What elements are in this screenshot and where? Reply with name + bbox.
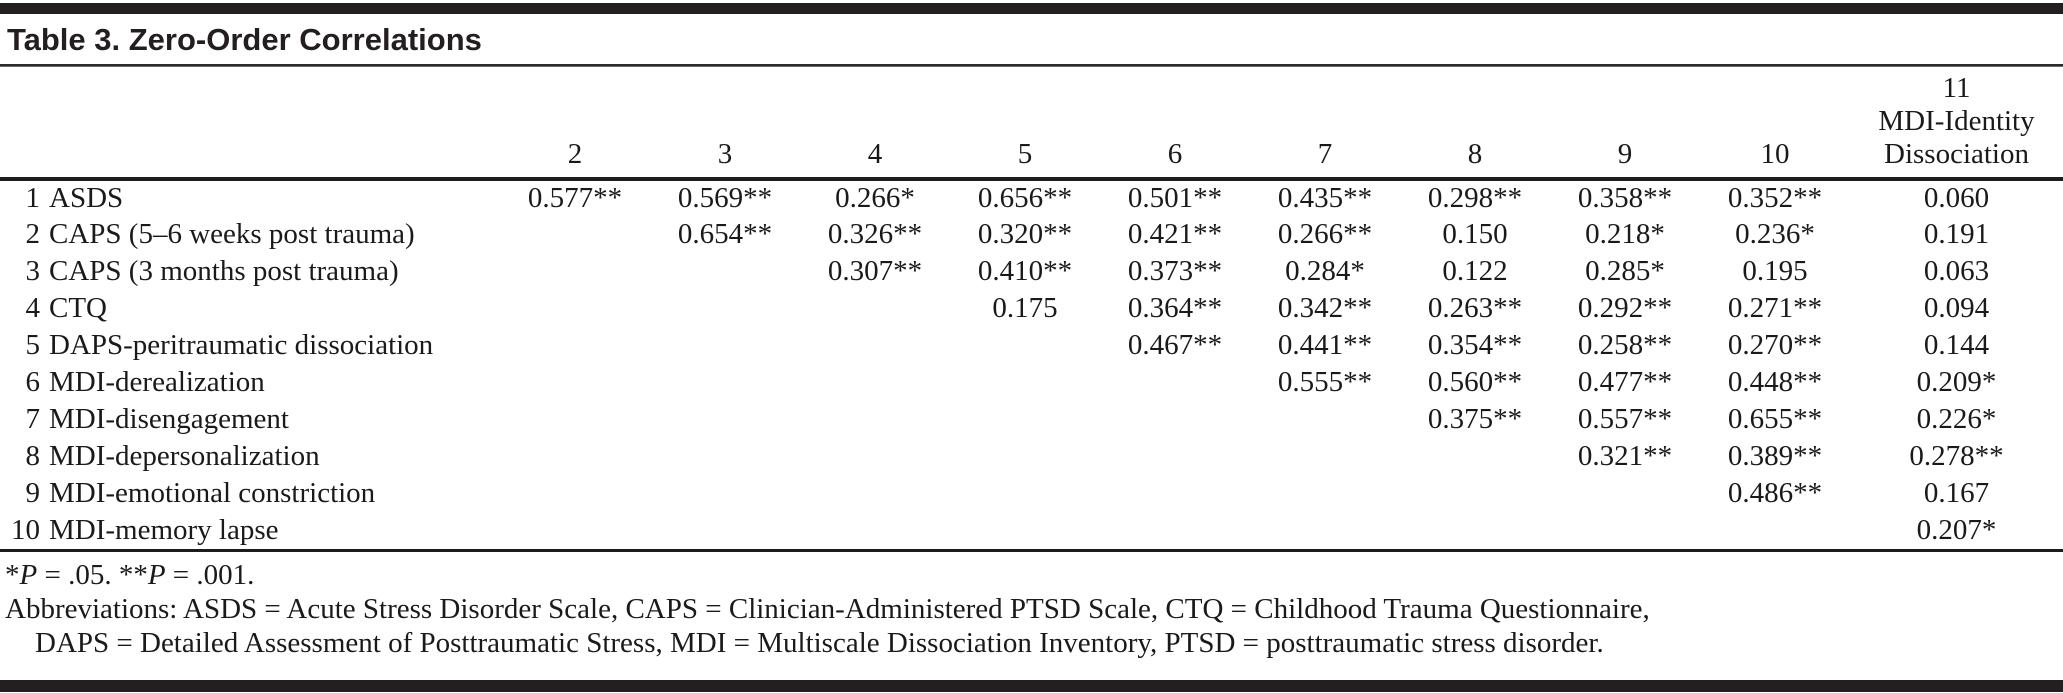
correlation-cell xyxy=(650,290,800,327)
table-row xyxy=(0,401,2063,438)
col-header-11-line2: MDI-Identity xyxy=(1878,105,2035,137)
col-header-2: 2 xyxy=(567,138,583,170)
correlation-cell: 0.144 xyxy=(1923,329,1990,361)
top-rule-bar xyxy=(0,3,2063,14)
row-number: 10 xyxy=(11,514,40,546)
row-number: 3 xyxy=(25,255,40,287)
correlation-cell xyxy=(1250,401,1400,438)
row-label xyxy=(0,327,500,364)
correlation-cell xyxy=(950,438,1100,475)
table-row xyxy=(0,290,2063,327)
col-header-11-number: 11 xyxy=(1942,72,1971,104)
abbreviations-line-1: Abbreviations: ASDS = Acute Stress Disorder Scale, CAPS = Clinician-Administered PTSD Scale, CTQ = Childhood Trauma Questionnaire, xyxy=(5,593,1650,625)
row-number: 5 xyxy=(25,329,40,361)
correlation-cell xyxy=(1250,438,1400,475)
correlation-cell: 0.195 xyxy=(1742,255,1808,287)
correlation-cell: 0.226* xyxy=(1916,403,1997,435)
correlation-cell xyxy=(500,364,650,401)
correlation-cell: 0.209* xyxy=(1916,366,1997,398)
col-header-11-line3: Dissociation xyxy=(1884,138,2029,170)
bottom-rule-bar xyxy=(0,680,2063,692)
row-label xyxy=(0,475,500,512)
table-row xyxy=(0,216,2063,253)
table-row xyxy=(0,438,2063,475)
correlation-cell xyxy=(800,327,950,364)
row-label xyxy=(0,364,500,401)
col-header-4: 4 xyxy=(867,138,883,170)
correlation-cell xyxy=(500,253,650,290)
row-number: 8 xyxy=(25,440,40,472)
correlation-cell xyxy=(950,327,1100,364)
row-label xyxy=(0,512,500,549)
table-row xyxy=(0,364,2063,401)
footnotes xyxy=(0,552,2063,660)
correlation-cell: 0.150 xyxy=(1442,218,1508,250)
correlation-cell: 0.063 xyxy=(1923,255,1990,287)
significance-note xyxy=(5,558,2063,592)
correlation-cell: 0.467** xyxy=(1127,329,1223,361)
correlation-cell: 0.569** xyxy=(677,182,773,214)
correlation-cell: 0.326** xyxy=(827,218,923,250)
correlation-cell: 0.389** xyxy=(1727,440,1823,472)
correlation-cell xyxy=(800,401,950,438)
row-number: 6 xyxy=(25,366,40,398)
correlation-cell xyxy=(1550,475,1700,512)
col-header-9: 9 xyxy=(1617,138,1633,170)
correlation-cell xyxy=(650,253,800,290)
row-label xyxy=(0,216,500,253)
correlation-cell xyxy=(1550,512,1700,549)
correlation-cell: 0.271** xyxy=(1727,292,1823,324)
row-label xyxy=(0,438,500,475)
correlation-cell: 0.167 xyxy=(1923,477,1990,509)
table-row xyxy=(0,179,2063,216)
row-label-text: MDI-memory lapse xyxy=(49,514,279,546)
correlation-cell: 0.263** xyxy=(1427,292,1523,324)
correlation-cell: 0.421** xyxy=(1127,218,1223,250)
sig-p-1: P xyxy=(19,559,38,591)
correlation-cell xyxy=(1400,438,1550,475)
correlation-cell: 0.284* xyxy=(1285,255,1365,287)
correlation-cell: 0.358** xyxy=(1577,182,1673,214)
correlation-cell: 0.342** xyxy=(1277,292,1373,324)
row-label-text: MDI-emotional constriction xyxy=(49,477,376,509)
correlation-cell: 0.122 xyxy=(1442,255,1508,287)
col-header-3: 3 xyxy=(717,138,733,170)
correlation-cell xyxy=(1250,475,1400,512)
correlation-cell: 0.441** xyxy=(1277,329,1373,361)
correlation-cell xyxy=(1100,401,1250,438)
table-row xyxy=(0,512,2063,549)
correlation-cell: 0.094 xyxy=(1923,292,1990,324)
correlation-cell xyxy=(650,364,800,401)
row-number: 7 xyxy=(25,403,40,435)
correlation-cell: 0.577** xyxy=(527,182,623,214)
correlation-cell: 0.320** xyxy=(977,218,1073,250)
row-label xyxy=(0,253,500,290)
table-row xyxy=(0,475,2063,512)
row-label-text: CTQ xyxy=(49,292,107,324)
correlation-cell: 0.477** xyxy=(1577,366,1673,398)
correlation-cell xyxy=(1100,512,1250,549)
correlation-cell xyxy=(800,475,950,512)
table-title: Table 3. Zero-Order Correlations xyxy=(7,22,482,57)
row-label-text: MDI-depersonalization xyxy=(49,440,320,472)
row-label-text: CAPS (3 months post trauma) xyxy=(49,255,399,287)
header-empty-cell xyxy=(0,67,500,179)
correlation-cell xyxy=(800,512,950,549)
abbreviations-line-2: DAPS = Detailed Assessment of Posttraumatic Stress, MDI = Multiscale Dissociation Inventory, PTSD = posttraumatic stress disorder. xyxy=(35,627,1604,659)
row-label-text: DAPS-peritraumatic dissociation xyxy=(49,329,434,361)
correlation-cell: 0.352** xyxy=(1727,182,1823,214)
correlation-cell xyxy=(500,327,650,364)
col-header-10: 10 xyxy=(1760,138,1790,170)
correlation-cell xyxy=(1100,438,1250,475)
header-row xyxy=(0,67,2063,179)
correlation-cell xyxy=(1400,475,1550,512)
correlation-cell xyxy=(650,475,800,512)
correlation-cell: 0.285* xyxy=(1585,255,1665,287)
correlation-cell xyxy=(950,475,1100,512)
correlation-cell: 0.486** xyxy=(1727,477,1823,509)
correlation-cell: 0.236* xyxy=(1735,218,1815,250)
correlation-cell xyxy=(650,438,800,475)
col-header-7: 7 xyxy=(1317,138,1333,170)
col-header-11 xyxy=(1850,67,2063,179)
table-row xyxy=(0,327,2063,364)
correlation-cell: 0.435** xyxy=(1277,182,1373,214)
correlation-table xyxy=(0,67,2063,549)
sig-star-1: * xyxy=(5,559,20,591)
correlation-cell: 0.207* xyxy=(1916,514,1997,546)
correlation-cell xyxy=(500,438,650,475)
correlation-cell: 0.373** xyxy=(1127,255,1223,287)
correlation-cell: 0.448** xyxy=(1727,366,1823,398)
correlation-cell: 0.560** xyxy=(1427,366,1523,398)
correlation-cell xyxy=(650,327,800,364)
correlation-cell: 0.555** xyxy=(1277,366,1373,398)
correlation-cell: 0.060 xyxy=(1923,182,1990,214)
correlation-cell: 0.655** xyxy=(1727,403,1823,435)
correlation-cell: 0.175 xyxy=(992,292,1058,324)
correlation-cell: 0.218* xyxy=(1585,218,1665,250)
correlation-cell xyxy=(1100,364,1250,401)
sig-p-2: P xyxy=(147,559,166,591)
correlation-cell xyxy=(650,401,800,438)
correlation-cell xyxy=(1250,512,1400,549)
correlation-cell: 0.501** xyxy=(1127,182,1223,214)
sig-value-1: = .05. xyxy=(37,559,119,591)
table-row xyxy=(0,253,2063,290)
row-label xyxy=(0,401,500,438)
correlation-cell: 0.258** xyxy=(1577,329,1673,361)
correlation-cell: 0.292** xyxy=(1577,292,1673,324)
correlation-cell xyxy=(800,438,950,475)
correlation-cell xyxy=(500,512,650,549)
row-number: 9 xyxy=(25,477,40,509)
correlation-cell xyxy=(1700,512,1850,549)
correlation-cell xyxy=(800,290,950,327)
correlation-cell xyxy=(800,364,950,401)
correlation-table-body xyxy=(0,179,2063,549)
correlation-cell xyxy=(500,475,650,512)
row-number: 4 xyxy=(25,292,40,324)
correlation-cell: 0.375** xyxy=(1427,403,1523,435)
correlation-cell: 0.321** xyxy=(1577,440,1673,472)
row-label-text: ASDS xyxy=(49,182,124,214)
sig-value-2: = .001. xyxy=(165,559,255,591)
correlation-cell xyxy=(950,364,1100,401)
row-label xyxy=(0,290,500,327)
correlation-cell: 0.364** xyxy=(1127,292,1223,324)
correlation-cell: 0.191 xyxy=(1923,218,1990,250)
row-label xyxy=(0,179,500,216)
correlation-cell xyxy=(650,512,800,549)
correlation-cell xyxy=(950,401,1100,438)
col-header-8: 8 xyxy=(1467,138,1483,170)
correlation-cell xyxy=(950,512,1100,549)
correlation-cell xyxy=(500,290,650,327)
correlation-cell xyxy=(500,401,650,438)
correlation-cell: 0.654** xyxy=(677,218,773,250)
row-label-text: CAPS (5–6 weeks post trauma) xyxy=(49,218,415,250)
correlation-cell: 0.656** xyxy=(977,182,1073,214)
correlation-cell xyxy=(1100,475,1250,512)
col-header-6: 6 xyxy=(1167,138,1183,170)
correlation-cell: 0.298** xyxy=(1427,182,1523,214)
correlation-cell: 0.354** xyxy=(1427,329,1523,361)
row-number: 1 xyxy=(25,182,40,214)
correlation-cell: 0.266* xyxy=(835,182,915,214)
correlation-cell: 0.270** xyxy=(1727,329,1823,361)
row-label-text: MDI-derealization xyxy=(49,366,265,398)
row-number: 2 xyxy=(25,218,40,250)
correlation-cell: 0.557** xyxy=(1577,403,1673,435)
correlation-cell xyxy=(1400,512,1550,549)
correlation-cell: 0.266** xyxy=(1277,218,1373,250)
row-label-text: MDI-disengagement xyxy=(49,403,289,435)
correlation-cell: 0.410** xyxy=(977,255,1073,287)
correlation-cell: 0.307** xyxy=(827,255,923,287)
correlation-cell xyxy=(500,216,650,253)
sig-star-2: ** xyxy=(118,559,148,591)
col-header-5: 5 xyxy=(1017,138,1033,170)
correlation-cell: 0.278** xyxy=(1909,440,2004,472)
